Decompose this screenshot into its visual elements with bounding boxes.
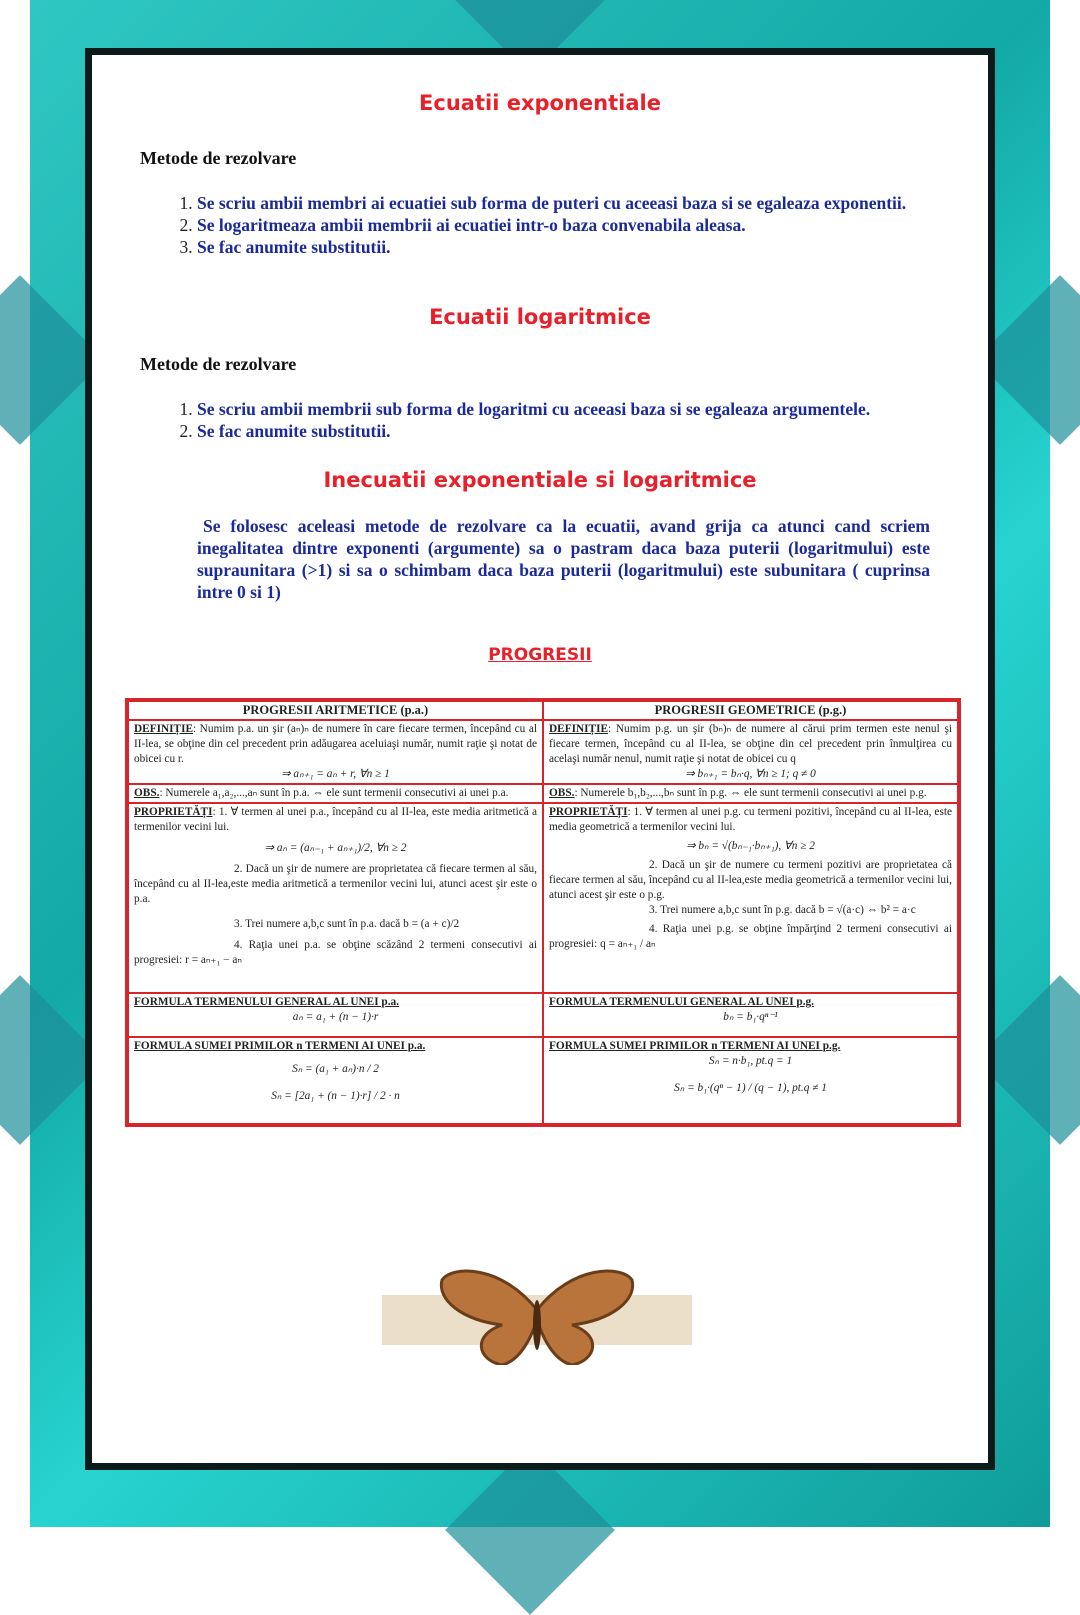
subtitle-metode: Metode de rezolvare [140,148,297,168]
list-item: 3. Se fac anumite substitutii. [197,236,937,258]
pa-obs: OBS.: Numerele a₁,a₂,...,aₙ sunt în p.a. ⇔ ele sunt termenii consecutivi ai unei p.a. [127,784,543,803]
list-item: 1. Se scriu ambii membrii sub forma de logaritmi cu aceeasi baza si se egaleaza argumentele. [197,398,967,420]
pa-termen-general: FORMULA TERMENULUI GENERAL AL UNEI p.a. aₙ = a₁ + (n − 1)·r [127,993,543,1037]
pa-header: PROGRESII ARITMETICE (p.a.) [127,700,543,720]
frame-ornament [445,1445,615,1615]
title-ecuatii-exponentiale: Ecuatii exponentiale [419,91,661,115]
list-item: 2. Se fac anumite substitutii. [197,420,967,442]
pg-definitie: DEFINIȚIE: Numim p.g. un şir (bₙ)ₙ de numere al cărui prim termen este nenul şi fiecare termen, începând cu al II-lea, se obţine din cel precedent prin înmulţirea cu acelaşi număr nenul, numit raţie şi notat de obicei cu q ⇒ bₙ₊₁ = bₙ·q, ∀n ≥ 1; q ≠ 0 [543,720,959,784]
title-progresii: PROGRESII [488,645,592,665]
subtitle-metode: Metode de rezolvare [140,354,297,374]
page-content [92,55,988,1463]
inecuatii-paragraph: Se folosesc aceleasi metode de rezolvare ca la ecuatii, avand grija ca atunci cand scriem inegalitatea dintre exponenti (argumente) sa o pastram daca baza puterii (logaritmului) este supraunitara (>1) si sa o schimbam daca baza puterii (logaritmului) este subunitara ( cuprinsa intre 0 si 1) [197,516,930,602]
pg-header: PROGRESII GEOMETRICE (p.g.) [543,700,959,720]
pa-definitie: DEFINIȚIE: Numim p.a. un şir (aₙ)ₙ de numere în care fiecare termen, începând cu al II-lea, se obţine din cel precedent prin adăugarea aceluiaşi număr, numit raţie şi notat de obicei cu r. ⇒ aₙ₊₁ = aₙ + r, ∀n ≥ 1 [127,720,543,784]
pg-proprietati: PROPRIETĂȚI: 1. ∀ termen al unei p.g. cu termeni pozitivi, începând cu al II-lea, este media geometrică a termenilor vecini lui. ⇒ bₙ = √(bₙ₋₁·bₙ₊₁), ∀n ≥ 2 2. Dacă un şir de numere cu termeni pozitivi are proprietatea că fiecare termen al său, începând cu al II-lea,este media geometrică a termenilor vecini lui, atunci acest şir este o p.g. 3. Trei numere a,b,c sunt în p.g. dacă b = √(a·c) ⇔ b² = a·c 4. Raţia unei p.g. se obţine împărţind 2 termeni consecutivi ai progresiei: q = aₙ₊₁ / aₙ [543,803,959,993]
list-item: 1. Se scriu ambii membri ai ecuatiei sub forma de puteri cu aceeasi baza si se egaleaza exponentii. [197,192,937,214]
pg-obs: OBS.: Numerele b₁,b₂,...,bₙ sunt în p.g. ⇔ ele sunt termenii consecutivi ai unei p.g. [543,784,959,803]
exponential-methods-list [167,192,937,258]
title-inecuatii: Inecuatii exponentiale si logaritmice [323,468,757,492]
title-ecuatii-logaritmice: Ecuatii logaritmice [429,305,651,329]
pg-suma: FORMULA SUMEI PRIMILOR n TERMENI AI UNEI p.g. Sₙ = n·b₁, pt.q = 1 Sₙ = b₁·(qⁿ − 1) / (q − 1), pt.q ≠ 1 [543,1037,959,1125]
progresii-table [125,698,961,1127]
log-methods-list [167,398,967,442]
butterfly-illustration [382,1265,692,1365]
pg-termen-general: FORMULA TERMENULUI GENERAL AL UNEI p.g. bₙ = b₁·qⁿ⁻¹ [543,993,959,1037]
pa-proprietati: PROPRIETĂȚI: 1. ∀ termen al unei p.a., începând cu al II-lea, este media aritmetică a termenilor vecini lui. ⇒ aₙ = (aₙ₋₁ + aₙ₊₁)/2, ∀n ≥ 2 2. Dacă un şir de numere are proprietatea că fiecare termen al său, începând cu al II-lea,este media aritmetică a termenilor vecini lui, atunci acest şir este o p.a. 3. Trei numere a,b,c sunt în p.a. dacă b = (a + c)/2 4. Raţia unei p.a. se obţine scăzând 2 termeni consecutivi ai progresiei: r = aₙ₊₁ − aₙ [127,803,543,993]
pa-suma: FORMULA SUMEI PRIMILOR n TERMENI AI UNEI p.a. Sₙ = (a₁ + aₙ)·n / 2 Sₙ = [2a₁ + (n − 1)·r] / 2 · n [127,1037,543,1125]
list-item: 2. Se logaritmeaza ambii membrii ai ecuatiei intr-o baza convenabila aleasa. [197,214,937,236]
butterfly-body [533,1300,541,1350]
